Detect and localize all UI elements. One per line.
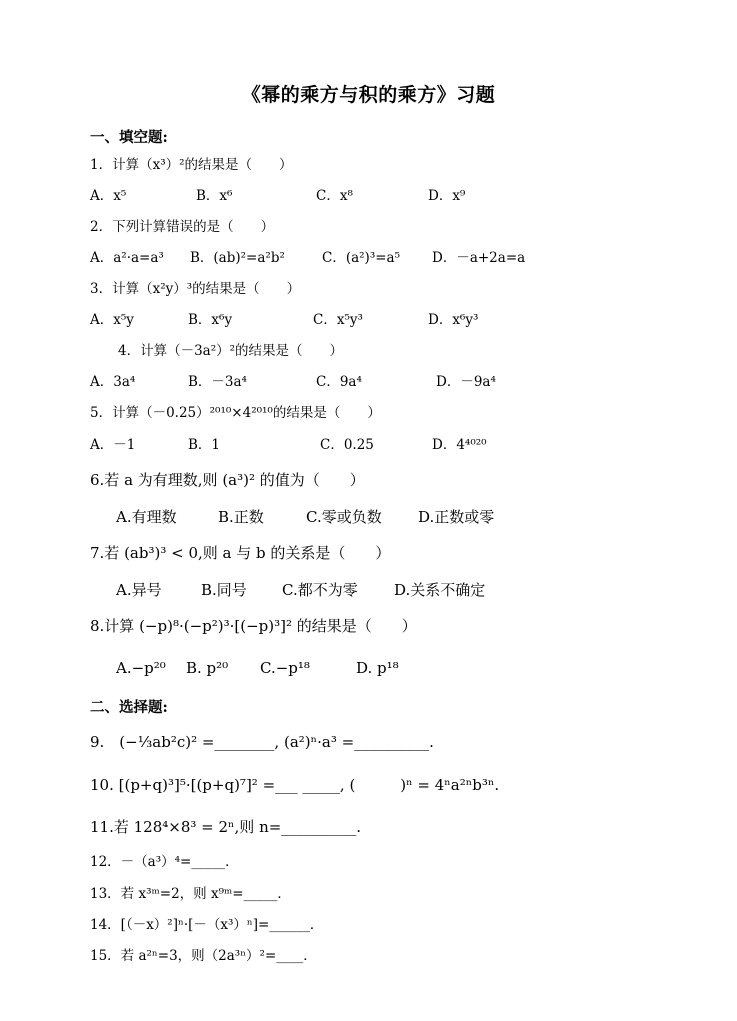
q4-option-b: B．－3a⁴: [188, 374, 247, 390]
section-fill-blank-heading: 一、填空题:: [90, 129, 168, 146]
q5-option-a: A．－1: [90, 437, 136, 453]
q5-option-d: D．4⁴⁰²⁰: [432, 437, 487, 453]
question-3: 3．计算（x²y）³的结果是（ ）: [90, 281, 301, 297]
section-choice-heading: 二、选择题:: [90, 699, 168, 716]
q5-option-b: B．1: [188, 437, 221, 453]
page-title: 《幂的乘方与积的乘方》习题: [241, 84, 496, 106]
question-13: 13．若 x³ᵐ=2，则 x⁹ᵐ=_____．: [90, 886, 291, 902]
question-5: 5．计算（－0.25）²⁰¹⁰×4²⁰¹⁰的结果是（ ）: [90, 405, 381, 421]
q4-option-c: C．9a⁴: [316, 374, 362, 390]
q8-option-b: B. p²⁰: [186, 659, 229, 677]
question-12: 12．－（a³）⁴=_____．: [90, 854, 239, 870]
q6-option-c: C.零或负数: [306, 508, 382, 526]
q7-option-c: C.都不为零: [282, 581, 358, 599]
q2-option-b: B．(ab)²=a²b²: [190, 250, 285, 266]
question-2: 2．下列计算错误的是（ ）: [90, 219, 275, 235]
q8-option-d: D. p¹⁸: [356, 659, 399, 677]
q6-option-d: D.正数或零: [418, 508, 495, 526]
q2-option-d: D．－a+2a=a: [432, 250, 526, 266]
question-7: 7.若 (ab³)³ < 0,则 a 与 b 的关系是（ ）: [90, 544, 391, 562]
q6-option-a: A.有理数: [116, 508, 177, 526]
q3-option-a: A．x⁵y: [90, 312, 134, 328]
question-6: 6.若 a 为有理数,则 (a³)² 的值为（ ）: [90, 471, 365, 489]
q7-option-d: D.关系不确定: [394, 581, 486, 599]
q3-option-b: B．x⁶y: [188, 312, 233, 328]
q8-option-a: A.−p²⁰: [116, 659, 166, 677]
question-11: 11.若 128⁴×8³ = 2ⁿ,则 n=__________.: [90, 818, 362, 836]
q4-option-d: D．－9a⁴: [436, 374, 496, 390]
question-10: 10. [(p+q)³]⁵·[(p+q)⁷]² =___ _____, ( )ⁿ = 4ⁿa²ⁿb³ⁿ.: [90, 776, 500, 794]
q8-option-c: C.−p¹⁸: [260, 659, 310, 677]
q1-option-d: D．x⁹: [428, 188, 466, 204]
q3-option-c: C．x⁵y³: [313, 312, 363, 328]
q3-option-d: D．x⁶y³: [428, 312, 479, 328]
q4-option-a: A．3a⁴: [90, 374, 136, 390]
q7-option-a: A.异号: [116, 581, 162, 599]
q1-option-c: C．x⁸: [316, 188, 353, 204]
q2-option-a: A．a²·a=a³: [90, 250, 164, 266]
q7-option-b: B.同号: [201, 581, 247, 599]
question-8: 8.计算 (−p)⁸·(−p²)³·[(−p)³]² 的结果是（ ）: [90, 617, 417, 635]
q1-option-b: B．x⁶: [196, 188, 233, 204]
q2-option-c: C．(a²)³=a⁵: [322, 250, 401, 266]
q1-option-a: A．x⁵: [90, 188, 127, 204]
question-1: 1．计算（x³）²的结果是（ ）: [90, 157, 293, 173]
question-9: 9. (−⅓ab²c)² =________, (a²)ⁿ·a³ =__________.: [90, 733, 434, 751]
q6-option-b: B.正数: [218, 508, 264, 526]
question-4: 4．计算（－3a²）²的结果是（ ）: [118, 343, 344, 359]
q5-option-c: C．0.25: [320, 437, 374, 453]
question-15: 15．若 a²ⁿ=3，则（2a³ⁿ）²=____．: [90, 948, 317, 964]
question-14: 14．[（－x）²]ⁿ·[－（x³）ⁿ]=______．: [90, 917, 324, 933]
